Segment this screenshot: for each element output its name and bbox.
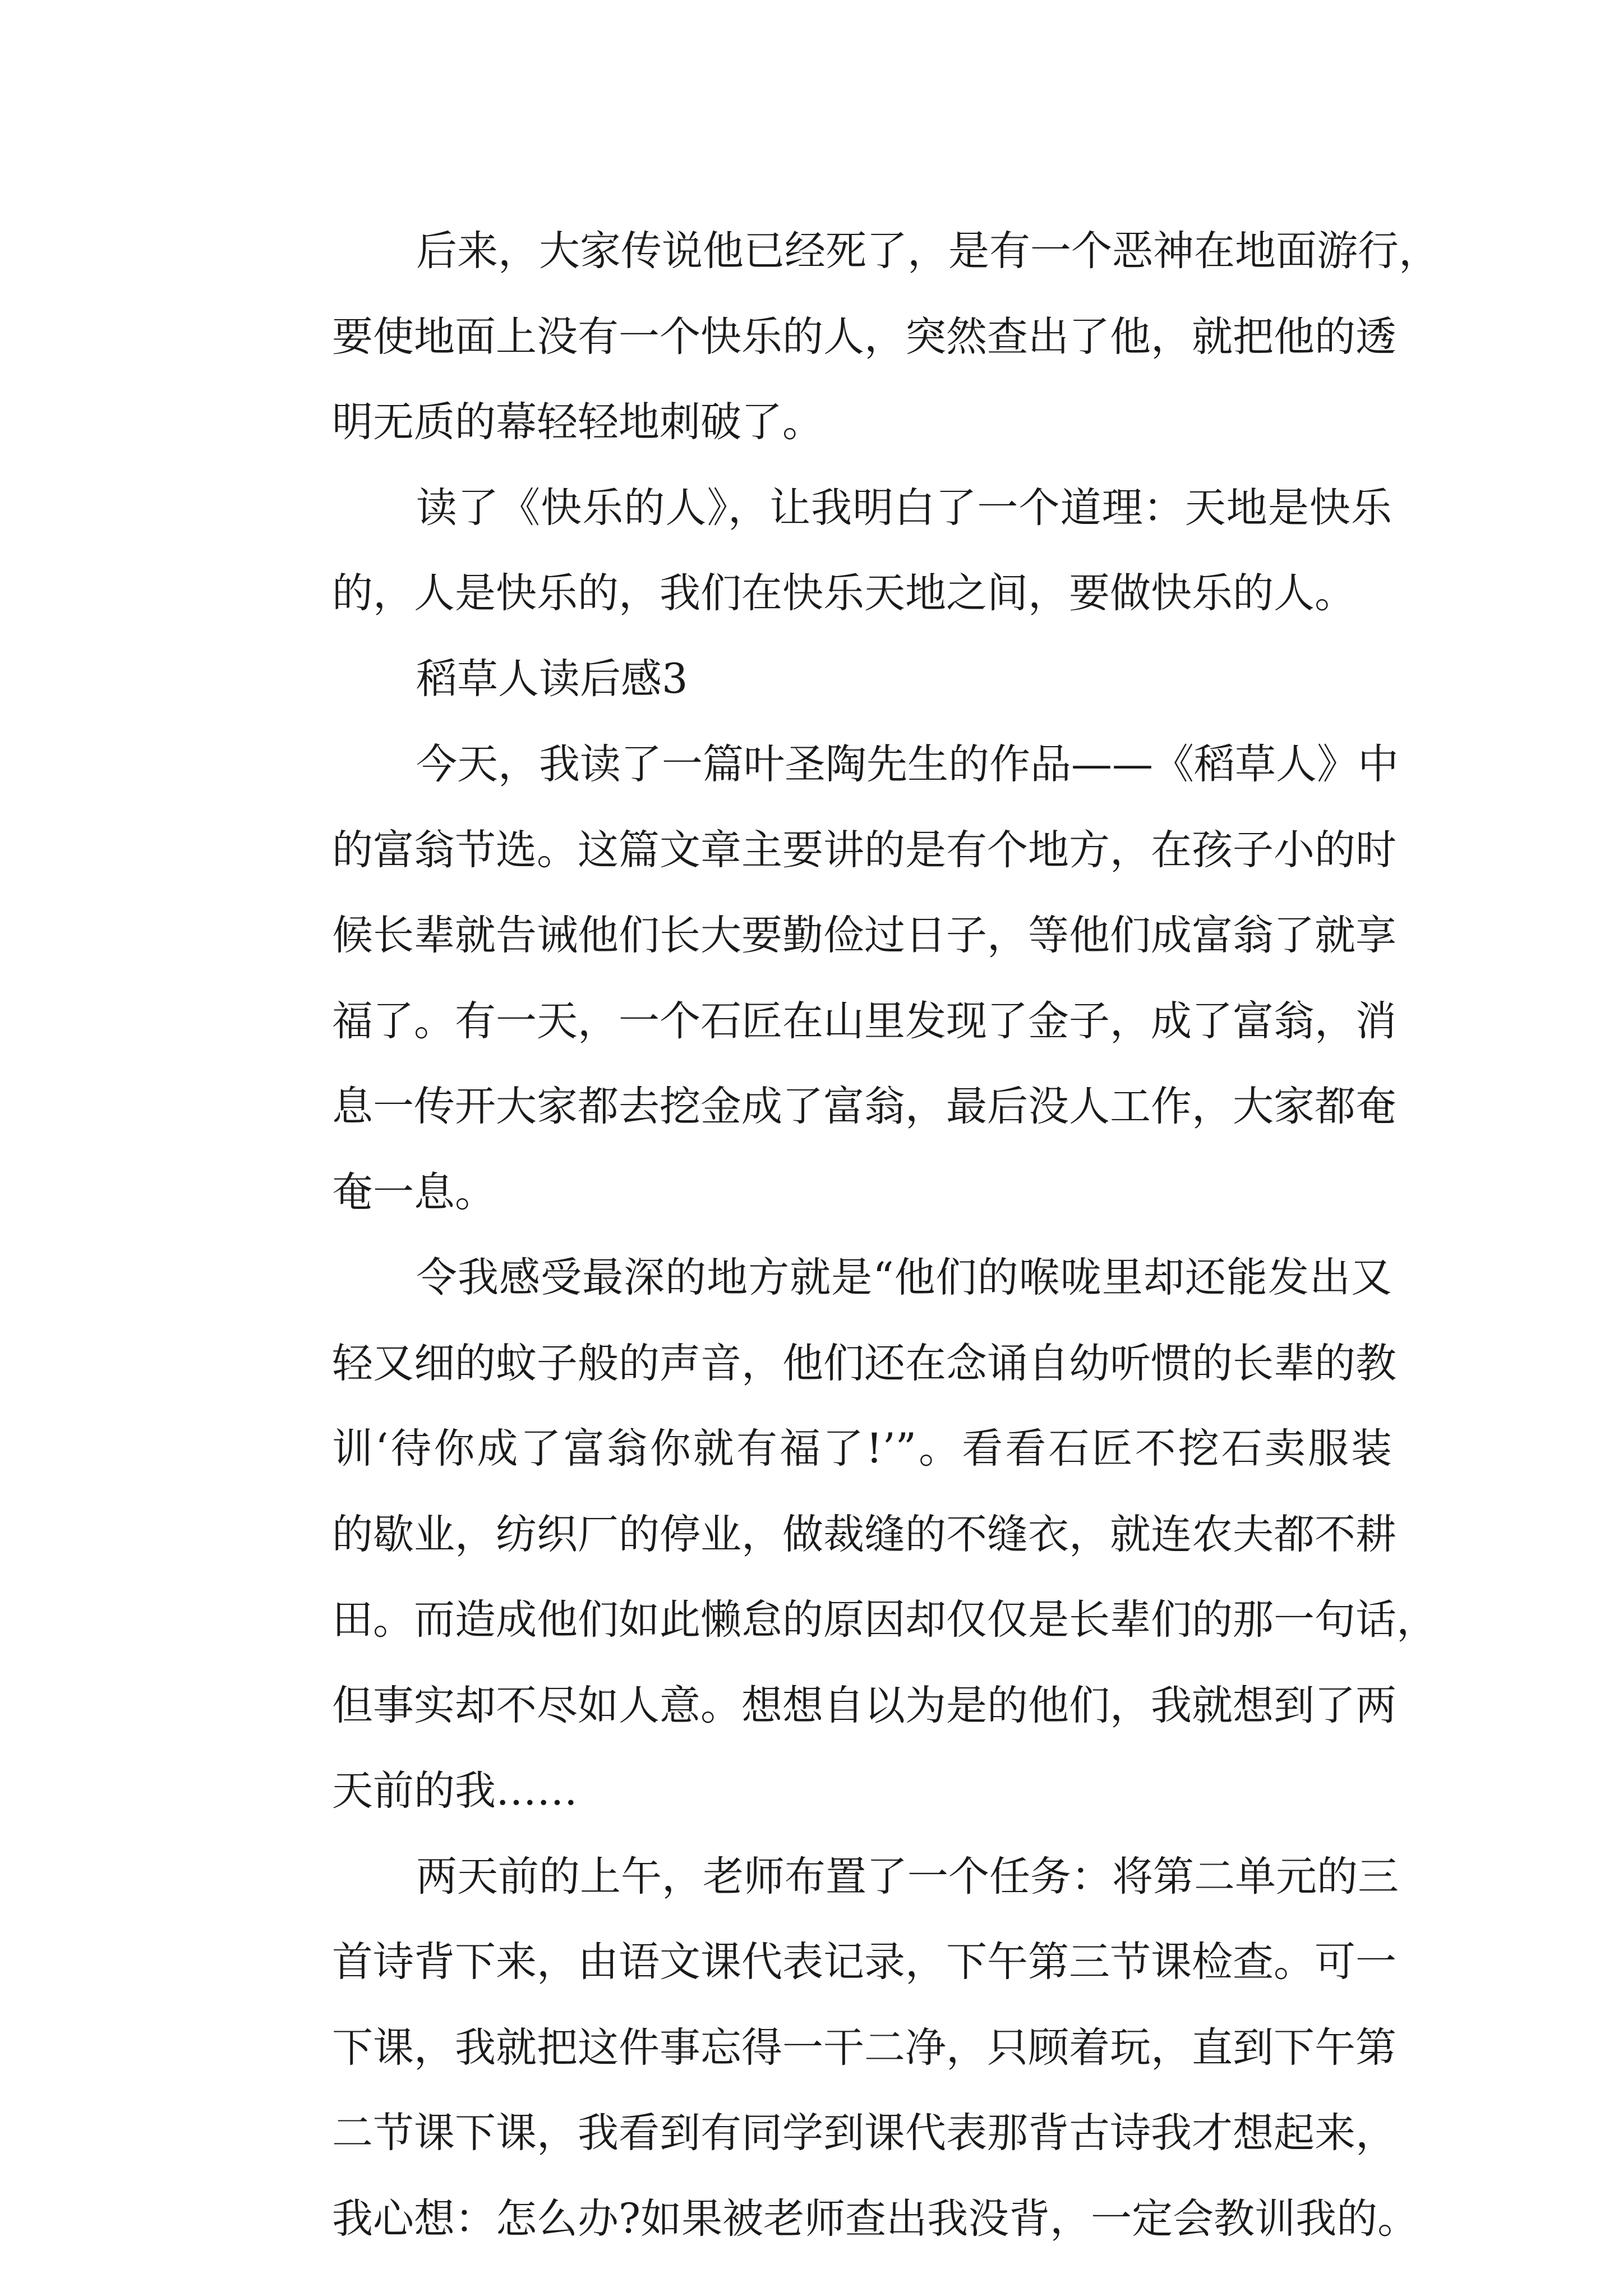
text-line: 但事实却不尽如人意。想想自以为是的他们，我就想到了两 — [332, 1681, 1396, 1729]
text-line: 两天前的上午，老师布置了一个任务：将第二单元的三 — [416, 1852, 1399, 1901]
document-body — [248, 209, 1440, 2262]
text-line: 田。而造成他们如此懒怠的原因却仅仅是长辈们的那一句话， — [332, 1596, 1437, 1644]
text-line: 二节课下课，我看到有同学到课代表那背古诗我才想起来， — [332, 2109, 1396, 2157]
text-line: 读了《快乐的人》，让我明白了一个道理：天地是快乐 — [416, 484, 1392, 532]
text-line: 的富翁节选。这篇文章主要讲的是有个地方，在孩子小的时 — [332, 826, 1396, 874]
section-heading — [248, 637, 1392, 723]
text-line: 轻又细的蚊子般的声音，他们还在念诵自幼听惯的长辈的教 — [332, 1339, 1396, 1387]
text-line: 的，人是快乐的，我们在快乐天地之间，要做快乐的人。 — [332, 569, 1355, 617]
heading-text: 稻草人读后感3 — [416, 655, 688, 703]
paragraph-happy-people-reflection — [248, 466, 1392, 637]
text-line: 明无质的幕轻轻地刺破了。 — [332, 398, 823, 446]
paragraph-scarecrow-summary — [248, 722, 1399, 1235]
text-line: 我心想：怎么办?如果被老师查出我没背，一定会教训我的。 — [332, 2194, 1419, 2243]
text-line: 要使地面上没有一个快乐的人，突然查出了他，就把他的透 — [332, 312, 1396, 361]
text-line: 令我感受最深的地方就是“他们的喉咙里却还能发出又 — [416, 1254, 1392, 1301]
text-line: 后来，大家传说他已经死了，是有一个恶神在地面游行， — [416, 227, 1440, 275]
paragraph-rumor-death — [248, 209, 1440, 466]
paragraph-deepest-impression — [248, 1235, 1437, 1834]
text-line: 下课，我就把这件事忘得一干二净，只顾着玩，直到下午第 — [332, 2023, 1396, 2072]
text-line: 福了。有一天，一个石匠在山里发现了金子，成了富翁，消 — [332, 997, 1396, 1045]
text-line: 首诗背下来，由语文课代表记录，下午第三节课检查。可一 — [332, 1938, 1396, 1986]
paragraph-two-days-ago — [248, 1834, 1419, 2262]
text-line: 天前的我…… — [332, 1767, 578, 1815]
text-line: 的歇业，纺织厂的停业，做裁缝的不缝衣，就连农夫都不耕 — [332, 1510, 1396, 1558]
text-line: 训‘待你成了富翁你就有福了!’”。看看石匠不挖石卖服装 — [332, 1425, 1392, 1473]
text-line: 候长辈就告诫他们长大要勤俭过日子，等他们成富翁了就享 — [332, 912, 1396, 959]
text-line: 今天，我读了一篇叶圣陶先生的作品——《稻草人》中 — [416, 740, 1399, 788]
text-line: 息一传开大家都去挖金成了富翁，最后没人工作，大家都奄 — [332, 1083, 1396, 1130]
text-line: 奄一息。 — [332, 1168, 496, 1216]
